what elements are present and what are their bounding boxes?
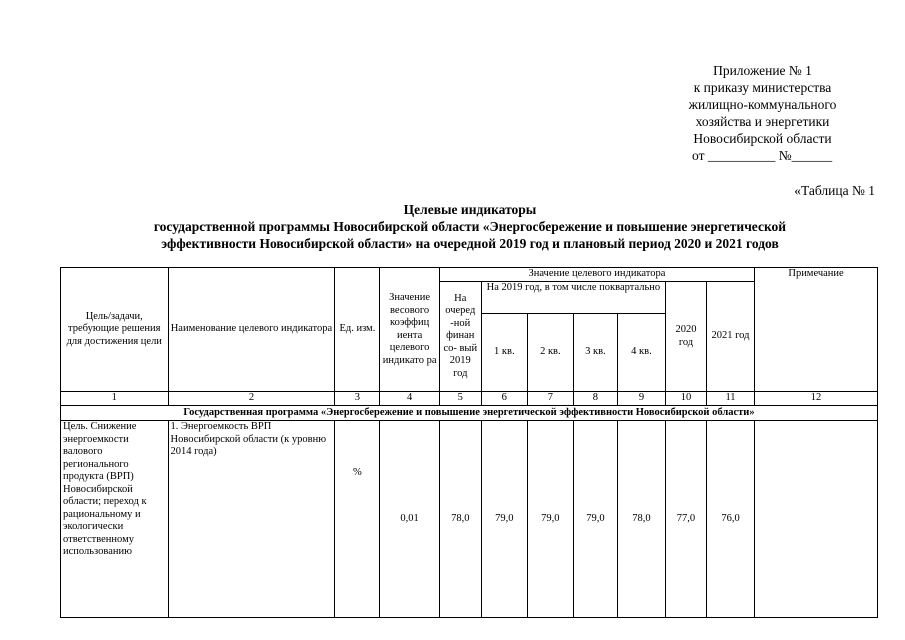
header-q3: 3 кв.	[573, 314, 617, 392]
appendix-line: жилищно-коммунального	[688, 97, 837, 112]
appendix-line: Приложение № 1	[713, 63, 812, 78]
section-title: Государственная программа «Энергосбережение и повышение энергетической эффективности Новосибирской области»	[61, 406, 878, 421]
column-number: 9	[617, 392, 665, 406]
column-number: 5	[439, 392, 481, 406]
header-q4: 4 кв.	[617, 314, 665, 392]
column-number: 8	[573, 392, 617, 406]
header-note: Примечание	[755, 268, 878, 392]
cell-2019: 78,0	[439, 421, 481, 618]
column-numbers-row	[61, 392, 878, 406]
header-2020: 2020 год	[666, 282, 707, 392]
column-number: 6	[481, 392, 527, 406]
table-row	[61, 421, 878, 618]
cell-goal: Цель. Снижение энергоемкости валового регионального продукта (ВРП) Новосибирской области; переход к рациональному и экологически ответственному использованию	[61, 421, 169, 618]
cell-unit: %	[335, 421, 380, 618]
indicators-table	[60, 267, 878, 618]
header-weight: Значение весового коэффиц иента целевого индикато ра	[380, 268, 439, 392]
cell-2021: 76,0	[706, 421, 754, 618]
title-line: Целевые индикаторы	[403, 202, 537, 217]
appendix-date-line: от __________ №______	[692, 148, 833, 163]
appendix-line: к приказу министерства	[693, 80, 832, 95]
table-label: «Таблица № 1	[794, 183, 875, 198]
header-q2: 2 кв.	[527, 314, 573, 392]
column-number: 1	[61, 392, 169, 406]
header-2021: 2021 год	[706, 282, 754, 392]
column-number: 10	[666, 392, 707, 406]
cell-weight: 0,01	[380, 421, 439, 618]
appendix-header	[660, 62, 865, 164]
header-goal: Цель/задачи, требующие решения для достижения цели	[61, 268, 169, 392]
column-number: 2	[168, 392, 335, 406]
header-next-year: На очеред -ной финан со- вый 2019 год	[439, 282, 481, 392]
cell-q1: 79,0	[481, 421, 527, 618]
cell-indicator: 1. Энергоемкость ВРП Новосибирской области (к уровню 2014 года)	[168, 421, 335, 618]
cell-2020: 77,0	[666, 421, 707, 618]
header-q1: 1 кв.	[481, 314, 527, 392]
cell-q3: 79,0	[573, 421, 617, 618]
column-number: 3	[335, 392, 380, 406]
header-target-value: Значение целевого индикатора	[439, 268, 754, 282]
title-line: государственной программы Новосибирской области «Энергосбережение и повышение энергетической	[153, 219, 787, 234]
appendix-line: хозяйства и энергетики	[695, 114, 830, 129]
cell-note	[755, 421, 878, 618]
header-quarters: На 2019 год, в том числе поквартально	[481, 282, 665, 314]
section-row	[61, 406, 878, 421]
column-number: 11	[706, 392, 754, 406]
cell-q2: 79,0	[527, 421, 573, 618]
header-indicator: Наименование целевого индикатора	[168, 268, 335, 392]
appendix-line: Новосибирской области	[693, 131, 832, 146]
column-number: 4	[380, 392, 439, 406]
column-number: 7	[527, 392, 573, 406]
cell-q4: 78,0	[617, 421, 665, 618]
document-title	[60, 201, 880, 252]
header-unit: Ед. изм.	[335, 268, 380, 392]
title-line: эффективности Новосибирской области» на очередной 2019 год и плановый период 2020 и 2021 годов	[161, 236, 779, 251]
column-number: 12	[755, 392, 878, 406]
